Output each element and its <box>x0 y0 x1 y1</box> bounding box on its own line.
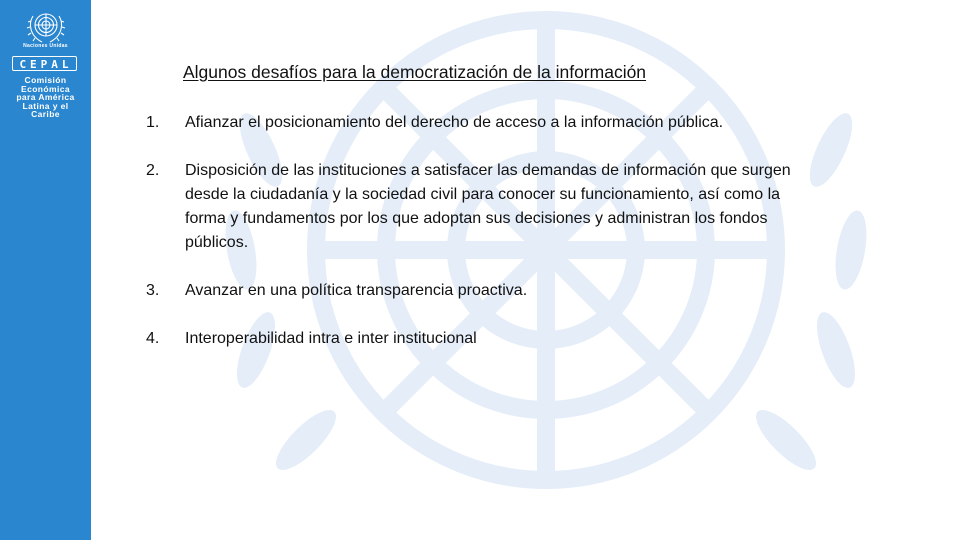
cepal-name <box>4 76 87 119</box>
un-label: Naciones Unidas <box>23 43 68 49</box>
cepal-line: Económica <box>21 83 70 94</box>
item-text: Afianzar el posicionamiento del derecho de acceso a la información pública. <box>185 114 724 131</box>
item-number: 2. <box>146 162 160 179</box>
cepal-logo: CEPAL <box>12 56 77 71</box>
cepal-line: Comisión <box>24 75 67 85</box>
item-text: Disposición de las instituciones a satisfacer las demandas de información que surgen desde la ciudadanía y la sociedad civil para conocer su funcionamiento, así como la forma y fundamentos por los que adoptan sus decisiones y administran los fondos públicos. <box>185 162 791 251</box>
cepal-line: Caribe <box>31 109 60 120</box>
cepal-line: Latina y el <box>22 100 69 111</box>
item-number: 1. <box>146 114 160 131</box>
cepal-line: para América <box>16 92 75 103</box>
slide-title: Algunos desafíos para la democratización de la información <box>183 62 647 82</box>
item-number: 4. <box>146 330 160 347</box>
item-number: 3. <box>146 282 160 299</box>
item-text: Interoperabilidad intra e inter institucional <box>185 330 477 347</box>
sidebar <box>0 0 91 540</box>
item-text: Avanzar en una política transparencia proactiva. <box>185 282 528 299</box>
un-emblem-icon <box>16 6 76 48</box>
